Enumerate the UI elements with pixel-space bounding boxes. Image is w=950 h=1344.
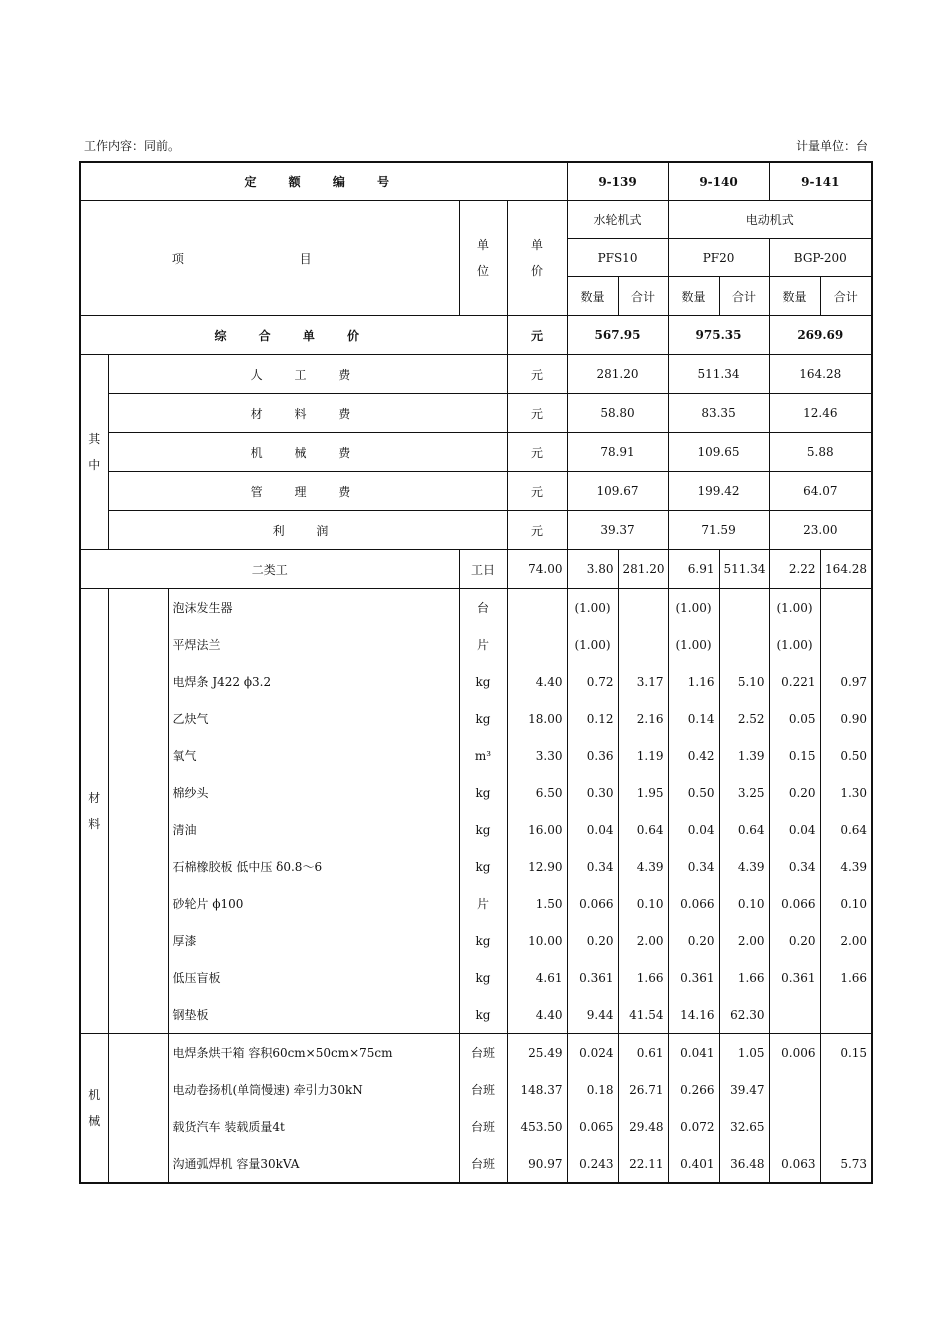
materials-cell (618, 626, 668, 663)
materials-blank (108, 589, 168, 1034)
machinery-cell: 0.243 (567, 1145, 618, 1183)
materials-name: 乙炔气 (168, 700, 459, 737)
machinery-cell: 0.15 (820, 1034, 872, 1072)
materials-cell: 1.16 (668, 663, 719, 700)
materials-unit: m³ (459, 737, 507, 774)
machinery-cell: 5.73 (820, 1145, 872, 1183)
materials-price: 16.00 (507, 811, 567, 848)
materials-cell: 0.34 (668, 848, 719, 885)
materials-price: 4.61 (507, 959, 567, 996)
cost-unit: 元 (507, 472, 567, 511)
materials-cell: 4.39 (618, 848, 668, 885)
machinery-cell (820, 1071, 872, 1108)
materials-name: 平焊法兰 (168, 626, 459, 663)
materials-cell: 0.361 (567, 959, 618, 996)
materials-cell: 4.39 (820, 848, 872, 885)
cost-value: 109.67 (567, 472, 668, 511)
machinery-name: 沟通弧焊机 容量30kVA (168, 1145, 459, 1183)
materials-cell: 3.25 (719, 774, 769, 811)
cost-unit: 元 (507, 394, 567, 433)
cost-value: 511.34 (668, 355, 769, 394)
materials-cell: 0.64 (618, 811, 668, 848)
materials-row (80, 737, 872, 774)
machinery-price: 453.50 (507, 1108, 567, 1145)
materials-cell: 0.64 (820, 811, 872, 848)
materials-name: 氧气 (168, 737, 459, 774)
machinery-label: 机 械 (80, 1034, 108, 1184)
materials-cell: 4.39 (719, 848, 769, 885)
labor-cell: 3.80 (567, 550, 618, 589)
materials-cell (820, 996, 872, 1034)
materials-cell: 0.34 (769, 848, 820, 885)
materials-cell (719, 626, 769, 663)
machinery-cell: 0.61 (618, 1034, 668, 1072)
materials-cell: 0.64 (719, 811, 769, 848)
cost-value: 78.91 (567, 433, 668, 472)
cost-name: 利 润 (108, 511, 507, 550)
materials-cell: (1.00) (567, 589, 618, 627)
materials-label: 材 料 (80, 589, 108, 1034)
materials-cell: 1.19 (618, 737, 668, 774)
code-2: 9-140 (668, 162, 769, 201)
cost-unit: 元 (507, 433, 567, 472)
materials-cell: 0.221 (769, 663, 820, 700)
materials-cell: 1.66 (618, 959, 668, 996)
cost-value: 109.65 (668, 433, 769, 472)
labor-cell: 281.20 (618, 550, 668, 589)
qty-header: 数量 (769, 277, 820, 316)
code-3: 9-141 (769, 162, 872, 201)
qty-header: 数量 (567, 277, 618, 316)
materials-cell: 1.95 (618, 774, 668, 811)
cost-row (80, 472, 872, 511)
total-value-3: 269.69 (769, 316, 872, 355)
materials-cell: 0.04 (567, 811, 618, 848)
materials-price: 3.30 (507, 737, 567, 774)
machinery-cell (769, 1108, 820, 1145)
materials-cell: (1.00) (668, 626, 719, 663)
materials-price: 4.40 (507, 663, 567, 700)
materials-row (80, 663, 872, 700)
materials-name: 厚漆 (168, 922, 459, 959)
machinery-cell: 0.401 (668, 1145, 719, 1183)
materials-unit: 片 (459, 885, 507, 922)
materials-cell: 0.04 (668, 811, 719, 848)
materials-cell (769, 996, 820, 1034)
materials-price: 18.00 (507, 700, 567, 737)
materials-price: 4.40 (507, 996, 567, 1034)
unit-of-measure: 计量单位：台 (795, 139, 868, 153)
cost-value: 23.00 (769, 511, 872, 550)
cost-row (80, 511, 872, 550)
materials-cell: 0.97 (820, 663, 872, 700)
materials-price: 6.50 (507, 774, 567, 811)
materials-cell: 0.36 (567, 737, 618, 774)
machinery-row (80, 1071, 872, 1108)
machinery-cell: 39.47 (719, 1071, 769, 1108)
materials-price: 10.00 (507, 922, 567, 959)
materials-price (507, 626, 567, 663)
price-label: 单 价 (507, 201, 567, 316)
cost-name: 人 工 费 (108, 355, 507, 394)
materials-row (80, 922, 872, 959)
materials-row (80, 848, 872, 885)
materials-cell: 1.66 (820, 959, 872, 996)
materials-name: 泡沫发生器 (168, 589, 459, 627)
materials-name: 电焊条 J422 ϕ3.2 (168, 663, 459, 700)
machinery-cell (820, 1108, 872, 1145)
materials-cell (719, 589, 769, 627)
cost-value: 164.28 (769, 355, 872, 394)
cost-value: 83.35 (668, 394, 769, 433)
cost-row (80, 394, 872, 433)
sum-header: 合计 (820, 277, 872, 316)
materials-row (80, 700, 872, 737)
materials-cell: 2.52 (719, 700, 769, 737)
machinery-row (80, 1108, 872, 1145)
materials-cell: 0.361 (668, 959, 719, 996)
type-water: 水轮机式 (567, 201, 668, 239)
materials-cell (618, 589, 668, 627)
materials-unit: kg (459, 811, 507, 848)
labor-name: 二类工 (80, 550, 459, 589)
materials-name: 钢垫板 (168, 996, 459, 1034)
materials-cell: 0.42 (668, 737, 719, 774)
materials-name: 石棉橡胶板 低中压 δ0.8～6 (168, 848, 459, 885)
materials-cell: 0.05 (769, 700, 820, 737)
materials-cell: 0.20 (567, 922, 618, 959)
machinery-row (80, 1145, 872, 1183)
materials-unit: kg (459, 996, 507, 1034)
machinery-price: 25.49 (507, 1034, 567, 1072)
cost-name: 材 料 费 (108, 394, 507, 433)
materials-cell: 0.361 (769, 959, 820, 996)
labor-price: 74.00 (507, 550, 567, 589)
materials-cell (820, 589, 872, 627)
machinery-cell: 0.041 (668, 1034, 719, 1072)
materials-cell: (1.00) (567, 626, 618, 663)
cost-value: 58.80 (567, 394, 668, 433)
materials-name: 棉纱头 (168, 774, 459, 811)
machinery-cell: 0.006 (769, 1034, 820, 1072)
machinery-cell: 22.11 (618, 1145, 668, 1183)
materials-cell: (1.00) (769, 589, 820, 627)
materials-unit: kg (459, 774, 507, 811)
item-label: 项 目 (80, 201, 459, 316)
machinery-unit: 台班 (459, 1034, 507, 1072)
materials-cell: 1.66 (719, 959, 769, 996)
machinery-name: 电焊条烘干箱 容积60cm×50cm×75cm (168, 1034, 459, 1072)
materials-unit: kg (459, 959, 507, 996)
materials-cell: 0.10 (820, 885, 872, 922)
materials-cell: 2.00 (820, 922, 872, 959)
materials-cell: 0.50 (668, 774, 719, 811)
machinery-cell: 0.18 (567, 1071, 618, 1108)
machinery-cell: 26.71 (618, 1071, 668, 1108)
machinery-row (80, 1034, 872, 1072)
materials-cell: (1.00) (769, 626, 820, 663)
qty-header: 数量 (668, 277, 719, 316)
machinery-cell: 1.05 (719, 1034, 769, 1072)
materials-cell: (1.00) (668, 589, 719, 627)
machinery-name: 载货汽车 装载质量4t (168, 1108, 459, 1145)
cost-value: 71.59 (668, 511, 769, 550)
cost-row (80, 433, 872, 472)
machinery-price: 90.97 (507, 1145, 567, 1183)
materials-name: 砂轮片 ϕ100 (168, 885, 459, 922)
materials-cell: 0.20 (769, 774, 820, 811)
materials-cell: 5.10 (719, 663, 769, 700)
total-label: 综 合 单 价 (80, 316, 507, 355)
quota-table (79, 161, 873, 1184)
unit-label: 单 位 (459, 201, 507, 316)
materials-cell: 0.12 (567, 700, 618, 737)
materials-unit: 片 (459, 626, 507, 663)
materials-unit: kg (459, 848, 507, 885)
materials-unit: kg (459, 922, 507, 959)
materials-row (80, 885, 872, 922)
materials-price (507, 589, 567, 627)
materials-name: 低压盲板 (168, 959, 459, 996)
sum-header: 合计 (719, 277, 769, 316)
machinery-cell: 36.48 (719, 1145, 769, 1183)
labor-cell: 6.91 (668, 550, 719, 589)
materials-cell: 1.30 (820, 774, 872, 811)
cost-unit: 元 (507, 355, 567, 394)
materials-row (80, 996, 872, 1034)
materials-row (80, 589, 872, 627)
materials-cell: 0.04 (769, 811, 820, 848)
materials-cell: 3.17 (618, 663, 668, 700)
cost-value: 64.07 (769, 472, 872, 511)
materials-unit: kg (459, 700, 507, 737)
machinery-cell: 0.063 (769, 1145, 820, 1183)
cost-value: 5.88 (769, 433, 872, 472)
machinery-unit: 台班 (459, 1145, 507, 1183)
materials-cell (820, 626, 872, 663)
type-electric: 电动机式 (668, 201, 872, 239)
materials-cell: 0.14 (668, 700, 719, 737)
materials-cell: 0.50 (820, 737, 872, 774)
labor-unit: 工日 (459, 550, 507, 589)
materials-cell: 0.20 (668, 922, 719, 959)
materials-cell: 0.066 (769, 885, 820, 922)
materials-cell: 14.16 (668, 996, 719, 1034)
cost-unit: 元 (507, 511, 567, 550)
materials-row (80, 774, 872, 811)
materials-name: 清油 (168, 811, 459, 848)
materials-cell: 0.90 (820, 700, 872, 737)
materials-cell: 2.00 (719, 922, 769, 959)
machinery-unit: 台班 (459, 1071, 507, 1108)
materials-cell: 9.44 (567, 996, 618, 1034)
machinery-cell (769, 1071, 820, 1108)
machinery-cell: 0.072 (668, 1108, 719, 1145)
materials-cell: 0.066 (567, 885, 618, 922)
materials-row (80, 959, 872, 996)
code-label: 定 额 编 号 (80, 162, 567, 201)
cost-name: 机 械 费 (108, 433, 507, 472)
total-unit: 元 (507, 316, 567, 355)
code-1: 9-139 (567, 162, 668, 201)
materials-cell: 0.30 (567, 774, 618, 811)
materials-cell: 0.15 (769, 737, 820, 774)
materials-unit: 台 (459, 589, 507, 627)
among-label: 其 中 (80, 355, 108, 550)
machinery-cell: 0.065 (567, 1108, 618, 1145)
materials-price: 12.90 (507, 848, 567, 885)
cost-value: 12.46 (769, 394, 872, 433)
sum-header: 合计 (618, 277, 668, 316)
materials-cell: 2.00 (618, 922, 668, 959)
materials-price: 1.50 (507, 885, 567, 922)
materials-row (80, 811, 872, 848)
materials-cell: 0.34 (567, 848, 618, 885)
cost-value: 39.37 (567, 511, 668, 550)
materials-cell: 0.10 (618, 885, 668, 922)
labor-cell: 2.22 (769, 550, 820, 589)
total-value-2: 975.35 (668, 316, 769, 355)
total-value-1: 567.95 (567, 316, 668, 355)
machinery-price: 148.37 (507, 1071, 567, 1108)
work-content: 工作内容：同前。 (84, 139, 181, 153)
materials-cell: 0.10 (719, 885, 769, 922)
machinery-blank (108, 1034, 168, 1184)
model-2: PF20 (668, 239, 769, 277)
labor-row (80, 550, 872, 589)
machinery-name: 电动卷扬机(单筒慢速) 牵引力30kN (168, 1071, 459, 1108)
machinery-cell: 32.65 (719, 1108, 769, 1145)
cost-value: 199.42 (668, 472, 769, 511)
labor-cell: 164.28 (820, 550, 872, 589)
materials-cell: 41.54 (618, 996, 668, 1034)
materials-cell: 0.066 (668, 885, 719, 922)
materials-cell: 0.72 (567, 663, 618, 700)
machinery-cell: 0.266 (668, 1071, 719, 1108)
cost-name: 管 理 费 (108, 472, 507, 511)
machinery-cell: 29.48 (618, 1108, 668, 1145)
labor-cell: 511.34 (719, 550, 769, 589)
cost-row (80, 355, 872, 394)
machinery-unit: 台班 (459, 1108, 507, 1145)
materials-cell: 62.30 (719, 996, 769, 1034)
cost-value: 281.20 (567, 355, 668, 394)
materials-cell: 2.16 (618, 700, 668, 737)
machinery-cell: 0.024 (567, 1034, 618, 1072)
materials-cell: 0.20 (769, 922, 820, 959)
materials-unit: kg (459, 663, 507, 700)
materials-row (80, 626, 872, 663)
materials-cell: 1.39 (719, 737, 769, 774)
model-1: PFS10 (567, 239, 668, 277)
model-3: BGP-200 (769, 239, 872, 277)
